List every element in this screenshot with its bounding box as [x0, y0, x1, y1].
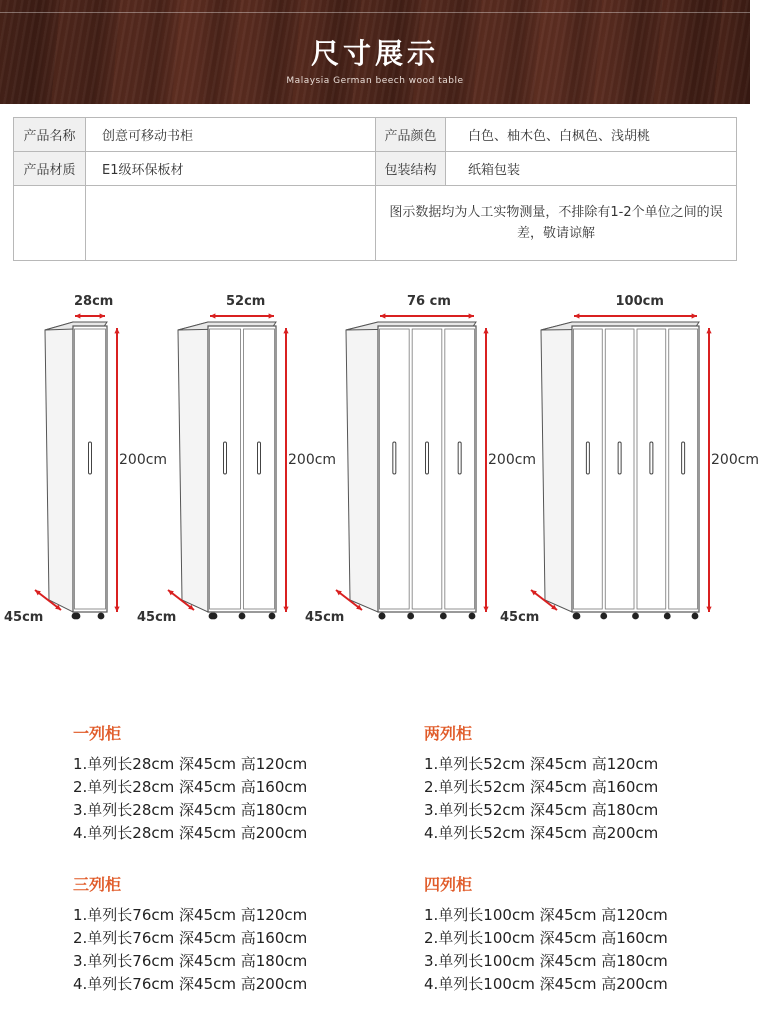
spec-row: 1.单列长100cm 深45cm 高120cm — [424, 906, 668, 924]
spec-row: 1.单列长52cm 深45cm 高120cm — [424, 755, 659, 773]
empty-label-cell — [14, 186, 86, 260]
spec-row: 4.单列长28cm 深45cm 高200cm — [73, 824, 308, 842]
dimension-drawings — [0, 282, 759, 662]
header-banner — [0, 0, 750, 104]
width-arrow-head — [692, 313, 697, 318]
height-arrow-head — [114, 607, 119, 612]
cabinet-wheel — [407, 613, 414, 620]
spec-title: 三列柜 — [73, 875, 122, 894]
spec-row: 3.单列长52cm 深45cm 高180cm — [424, 801, 659, 819]
spec-row: 3.单列长28cm 深45cm 高180cm — [73, 801, 308, 819]
width-arrow-head — [210, 313, 215, 318]
spec-four-column — [424, 872, 744, 996]
spec-row: 1.单列长28cm 深45cm 高120cm — [73, 755, 308, 773]
spec-row: 4.单列长76cm 深45cm 高200cm — [73, 975, 308, 993]
spec-row: 1.单列长76cm 深45cm 高120cm — [73, 906, 308, 924]
cabinet-wheel — [664, 613, 671, 620]
cabinet-wheel — [98, 613, 105, 620]
door-handle — [258, 442, 261, 474]
door-handle — [224, 442, 227, 474]
name-label: 产品名称 — [14, 118, 86, 152]
spec-title: 四列柜 — [424, 875, 473, 894]
depth-label: 45cm — [305, 610, 345, 625]
height-arrow-head — [483, 607, 488, 612]
height-label: 200cm — [288, 452, 337, 468]
door-handle — [682, 442, 685, 474]
spec-row: 4.单列长52cm 深45cm 高200cm — [424, 824, 659, 842]
cabinet-wheel — [440, 613, 447, 620]
width-label: 76 cm — [407, 294, 451, 309]
spec-row: 2.单列长76cm 深45cm 高160cm — [73, 929, 308, 947]
spec-title: 一列柜 — [73, 724, 122, 743]
cabinet-wheel — [573, 613, 580, 620]
banner-subtitle: Malaysia German beech wood table — [286, 76, 464, 86]
height-label: 200cm — [488, 452, 537, 468]
door-handle — [650, 442, 653, 474]
door-handle — [458, 442, 461, 474]
color-label: 产品颜色 — [376, 118, 446, 152]
cabinet-side-panel — [541, 322, 572, 612]
cabinet-side-panel — [178, 322, 208, 612]
width-label: 52cm — [226, 294, 266, 309]
cabinet-wheel — [239, 613, 246, 620]
door-handle — [89, 442, 92, 474]
width-arrow-head — [574, 313, 579, 318]
height-label: 200cm — [119, 452, 168, 468]
cabinet-drawings-svg — [0, 282, 750, 662]
cabinet-wheel — [209, 613, 216, 620]
cabinet-wheel — [632, 613, 639, 620]
width-arrow-head — [269, 313, 274, 318]
height-arrow-head — [706, 328, 711, 333]
cabinet-side-panel — [346, 322, 378, 612]
height-arrow-head — [114, 328, 119, 333]
width-arrow-head — [469, 313, 474, 318]
empty-value-cell — [86, 186, 376, 260]
spec-row: 2.单列长52cm 深45cm 高160cm — [424, 778, 659, 796]
spec-row: 2.单列长100cm 深45cm 高160cm — [424, 929, 668, 947]
door-handle — [393, 442, 396, 474]
cabinet-wheel — [269, 613, 276, 620]
width-arrow-head — [75, 313, 80, 318]
measurement-note: 图示数据均为人工实物测量，不排除有1-2个单位之间的误差，敬请谅解 — [389, 205, 723, 241]
door-handle — [426, 442, 429, 474]
spec-row: 2.单列长28cm 深45cm 高160cm — [73, 778, 308, 796]
height-label: 200cm — [711, 452, 759, 468]
banner-divider — [0, 12, 750, 13]
cabinet-wheel — [600, 613, 607, 620]
color-value: 白色、柚木色、白枫色、浅胡桃 — [446, 118, 736, 152]
width-label: 100cm — [615, 294, 664, 309]
width-label: 28cm — [74, 294, 114, 309]
depth-label: 45cm — [137, 610, 177, 625]
depth-label: 45cm — [500, 610, 540, 625]
cabinet-wheel — [692, 613, 699, 620]
banner-title: 尺寸展示 — [310, 37, 439, 70]
material-label: 产品材质 — [14, 152, 86, 186]
cabinet-side-panel — [45, 322, 73, 612]
package-label: 包装结构 — [376, 152, 446, 186]
cabinet-wheel — [469, 613, 476, 620]
width-arrow-head — [380, 313, 385, 318]
cabinet-wheel — [74, 613, 81, 620]
product-info-table — [13, 117, 737, 261]
spec-three-column — [73, 872, 393, 996]
cabinet-wheel — [379, 613, 386, 620]
spec-title: 两列柜 — [424, 724, 473, 743]
spec-one-column — [73, 721, 393, 845]
door-handle — [586, 442, 589, 474]
spec-row: 3.单列长76cm 深45cm 高180cm — [73, 952, 308, 970]
spec-two-column — [424, 721, 744, 845]
height-arrow-head — [483, 328, 488, 333]
spec-row: 3.单列长100cm 深45cm 高180cm — [424, 952, 668, 970]
height-arrow-head — [283, 328, 288, 333]
spec-row: 4.单列长100cm 深45cm 高200cm — [424, 975, 668, 993]
width-arrow-head — [100, 313, 105, 318]
height-arrow-head — [283, 607, 288, 612]
door-handle — [618, 442, 621, 474]
package-value: 纸箱包装 — [446, 152, 736, 186]
name-value: 创意可移动书柜 — [86, 118, 376, 152]
material-value: E1级环保板材 — [86, 152, 376, 186]
height-arrow-head — [706, 607, 711, 612]
depth-label: 45cm — [4, 610, 44, 625]
